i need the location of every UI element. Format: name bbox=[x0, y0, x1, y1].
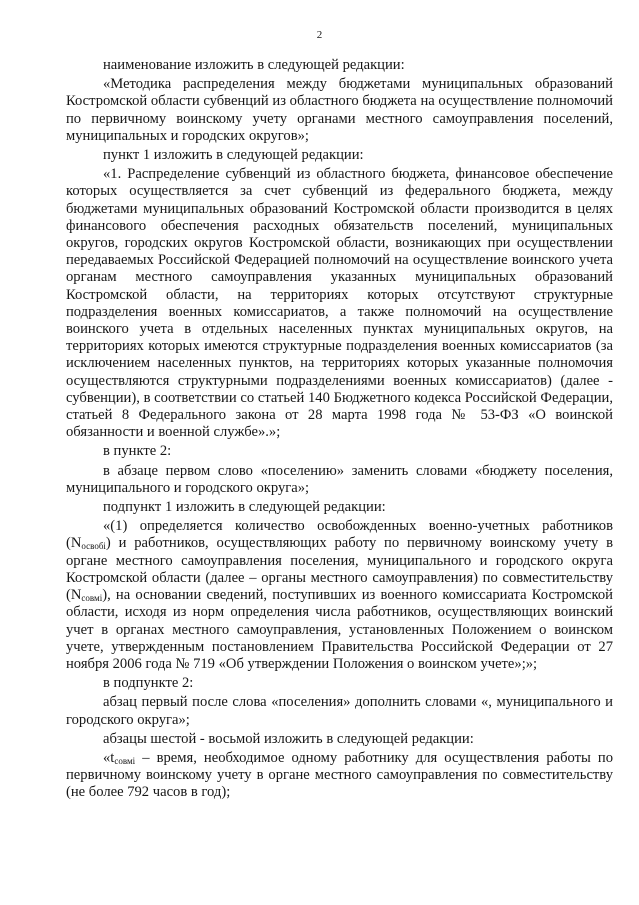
paragraph: в пункте 2: bbox=[103, 443, 172, 460]
document-body bbox=[66, 57, 613, 804]
paragraph: наименование изложить в следующей редакции: bbox=[103, 57, 405, 73]
subscript: совмi bbox=[114, 755, 136, 766]
paragraph: «1. Распределение субвенций из областного бюджета, финансовое обеспечение которых осуществляется за счет субвенций из федерального бюджета, между бюджетами муниципальных образований Костромской области производится в целях финансового обеспечения расходных обязательств поселений, муниципальных округов, городских округов Костромской области, возникающих при осуществлении передаваемых Российской Федерацией полномочий на осуществление воинского учета органам местного самоуправления указанных муниципальных образований Костромской области, на территориях которых отсутствуют структурные подразделения военных комиссариатов, а также полномочий на осуществление воинского учета в отдельных населенных пунктах муниципальных округов, на территориях которых имеются структурные подразделения военных комиссариатов (за исключением населенных пунктов, на территориях которых указанные полномочия осуществляются структурными подразделениями военных комиссариатов) (далее - субвенции), в соответствии со статьей 140 Бюджетного кодекса Российской Федерации, статьей 8 Федерального закона от 28 марта 1998 года № 53-ФЗ «О воинской обязанности и военной службе».»; bbox=[66, 166, 613, 441]
paragraph: подпункт 1 изложить в следующей редакции: bbox=[103, 499, 386, 516]
paragraph: абзацы шестой - восьмой изложить в следующей редакции: bbox=[103, 730, 474, 747]
paragraph: в абзаце первом слово «поселению» заменить словами «бюджету поселения, муниципального и городского округа»; bbox=[66, 462, 613, 496]
paragraph: «Методика распределения между бюджетами муниципальных образований Костромской области субвенций из областного бюджета на осуществление полномочий по первичному воинскому учету органами местного самоуправления поселений, муниципальных и городских округов»; bbox=[66, 76, 613, 144]
paragraph: в подпункте 2: bbox=[103, 675, 194, 692]
page-number: 2 bbox=[316, 29, 323, 41]
subscript: совмi bbox=[81, 593, 103, 604]
paragraph: абзац первый после слова «поселения» дополнить словами «, муниципального и городского округа»; bbox=[66, 694, 613, 728]
paragraph: пункт 1 изложить в следующей редакции: bbox=[103, 147, 364, 164]
paragraph: «$t_{совмi}$ – время, необходимое одному работнику для осуществления работы по первичному воинскому учету в органе местного самоуправления по совместительству (не более 792 часов в год); bbox=[66, 749, 613, 801]
subscript: освобi bbox=[81, 541, 106, 552]
paragraph: «(1) определяется количество освобожденных военно-учетных работников $(N_{освобi})$ и работников, осуществляющих работу по первичному воинскому учету в органе местного самоуправления поселения, муниципального и городского округа Костромской области (далее – органы местного самоуправления) по совместительству $(N_{совмi})$, на основании сведений, поступивших из военного комиссариата Костромской области, исходя из норм определения числа работников, осуществляющих воинский учет в органах местного самоуправления, установленных Положением о воинском учете, утвержденным постановлением Правительства Российской Федерации от 27 ноября 2006 года № 719 «Об утверждении Положения о воинском учете»;»; bbox=[66, 518, 613, 672]
